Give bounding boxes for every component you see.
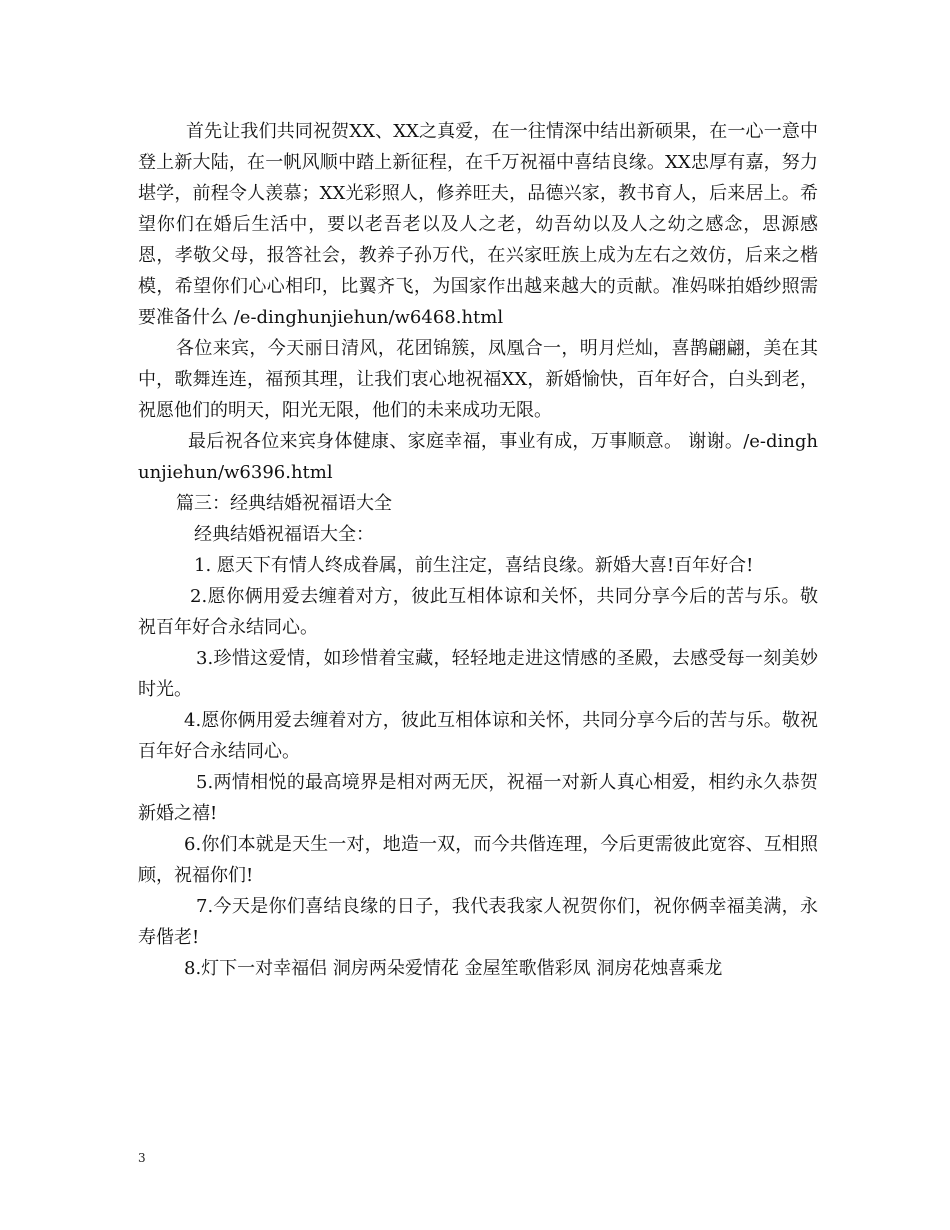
section-heading: 篇三：经典结婚祝福语大全 <box>176 493 392 514</box>
paragraph-closing: 最后祝各位来宾身体健康、家庭幸福，事业有成，万事顺意。 谢谢。/e-dinghunjiehun/w6396.html <box>138 431 818 483</box>
blessing-item-1: 1. 愿天下有情人终成眷属，前生注定，喜结良缘。新婚大喜!百年好合! <box>194 555 754 576</box>
document-body <box>138 116 818 984</box>
blessing-item-7: 7.今天是你们喜结良缘的日子，我代表我家人祝贺你们，祝你俩幸福美满，永寿偕老! <box>138 896 818 948</box>
blessing-item-6: 6.你们本就是天生一对，地造一双，而今共偕连理，今后更需彼此宽容、互相照顾，祝福你们! <box>138 834 818 886</box>
blessing-item-3: 3.珍惜这爱情，如珍惜着宝藏，轻轻地走进这情感的圣殿，去感受每一刻美妙时光。 <box>138 648 818 700</box>
blessing-item-8: 8.灯下一对幸福侣 洞房两朵爱情花 金屋笙歌偕彩凤 洞房花烛喜乘龙 <box>184 958 723 979</box>
blessing-item-5: 5.两情相悦的最高境界是相对两无厌，祝福一对新人真心相爱，相约永久恭贺新婚之禧! <box>138 772 818 824</box>
blessing-item-4: 4.愿你俩用爱去缠着对方，彼此互相体谅和关怀，共同分享今后的苦与乐。敬祝百年好合永结同心。 <box>138 710 818 762</box>
paragraph-guests: 各位来宾，今天丽日清风，花团锦簇，凤凰合一，明月烂灿，喜鹊翩翩，美在其中，歌舞连连，福预其理，让我们衷心地祝福XX，新婚愉快，百年好合，白头到老，祝愿他们的明天，阳光无限，他们的未来成功无限。 <box>138 338 818 421</box>
blessing-item-2: 2.愿你俩用爱去缠着对方，彼此互相体谅和关怀，共同分享今后的苦与乐。敬祝百年好合永结同心。 <box>138 586 818 638</box>
paragraph-congratulations: 首先让我们共同祝贺XX、XX之真爱，在一往情深中结出新硕果，在一心一意中登上新大陆，在一帆风顺中踏上新征程，在千万祝福中喜结良缘。XX忠厚有嘉，努力堪学，前程令人羡慕；XX光彩照人，修养旺夫，品德兴家，教书育人，后来居上。希望你们在婚后生活中，要以老吾老以及人之老，幼吾幼以及人之幼之感念，思源感恩，孝敬父母，报答社会，教养子孙万代，在兴家旺族上成为左右之效仿，后来之楷模，希望你们心心相印，比翼齐飞，为国家作出越来越大的贡献。准妈咪拍婚纱照需要准备什么 /e-dinghunjiehun/w6468.html <box>138 121 818 328</box>
list-heading: 经典结婚祝福语大全： <box>194 524 374 545</box>
page-number: 3 <box>138 1151 146 1165</box>
